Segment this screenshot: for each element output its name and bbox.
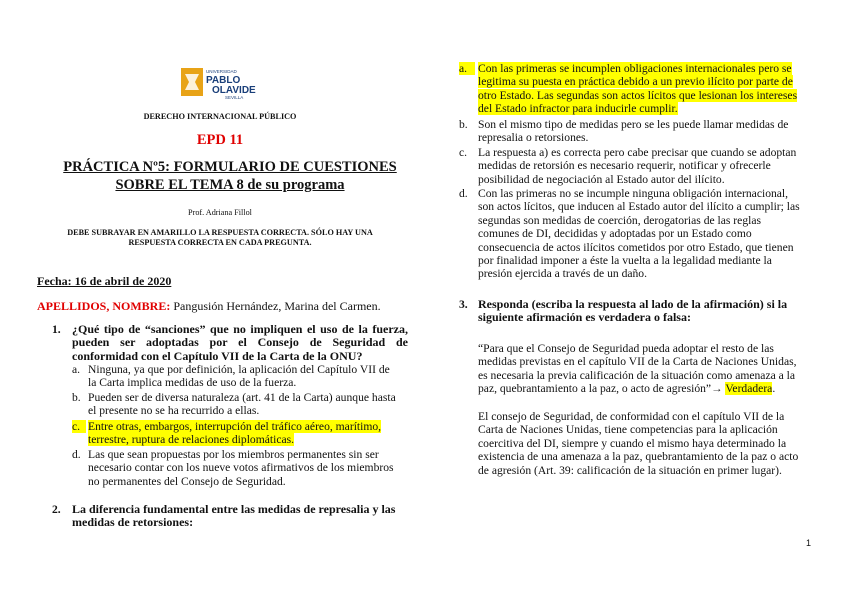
explanation-line: de agresión (Art. 39: calificación de la situación en primer lugar).: [478, 463, 782, 477]
question-1-number: 1.: [52, 323, 61, 336]
statement-line: medidas previstas en el capítulo VII de la Carta de Naciones Unidas,: [478, 355, 797, 369]
statement-line: “Para que el Consejo de Seguridad pueda adoptar el resto de las: [478, 342, 774, 355]
university-logo: [181, 66, 261, 100]
question-3-line: Responda (escriba la respuesta al lado de la afirmación) si la: [478, 297, 788, 311]
question-2-number: 2.: [52, 503, 61, 516]
option-line: presión ejercida a través de un daño.: [478, 267, 648, 281]
option-line: medidas de retorsión es necesario requerir, notificar y ofrecerle: [478, 159, 771, 173]
option-marker: d.: [459, 187, 468, 200]
explanation-line: Carta de Naciones Unidas, tiene competencias para la aplicación: [478, 423, 778, 437]
question-2-text: [72, 503, 408, 530]
option-line: represalia o retorsiones.: [478, 131, 589, 145]
question-3-number: 3.: [459, 298, 468, 311]
option-line: necesario contar con los nueve votos afirmativos de los miembros: [88, 461, 394, 475]
option-line-highlighted: Entre otras, embargos, interrupción del tráfico aéreo, marítimo,: [88, 420, 382, 433]
name-value: Pangusión Hernández, Marina del Carmen.: [173, 299, 381, 313]
question-1-line: ¿Qué tipo de “sanciones” que no impliquen el uso de la fuerza,: [72, 322, 408, 336]
professor-name: Prof. Adriana Fillol: [188, 208, 252, 217]
question-1-text: [72, 323, 408, 363]
question-2-line: medidas de retorsiones:: [72, 515, 194, 530]
date-line: Fecha: 16 de abril de 2020: [37, 274, 172, 288]
question-3-statement: [478, 342, 814, 396]
option-line: La respuesta a) es correcta pero cabe precisar que cuando se adoptan: [478, 146, 797, 159]
option-line-highlighted: otro Estado. Las segundas son actos lícitos que lesionan los intereses: [478, 88, 798, 102]
name-label: APELLIDOS, NOMBRE:: [37, 299, 171, 313]
question-2-line: La diferencia fundamental entre las medidas de represalia y las: [72, 502, 396, 516]
svg-text:OLAVIDE: OLAVIDE: [212, 85, 256, 96]
question-3-explanation: [478, 410, 814, 477]
logo-emblem-icon: [181, 66, 261, 100]
instruction-line2: RESPUESTA CORRECTA EN CADA PREGUNTA.: [128, 238, 312, 247]
epd-label: EPD 11: [196, 132, 244, 148]
question-3-text: [478, 298, 814, 325]
practice-title-line2: SOBRE EL TEMA 8 de su programa: [115, 177, 345, 193]
option-line: son actos lícitos, que inducen al Estado autor del ilícito a cumplir; las: [478, 200, 800, 214]
question-3-line: siguiente afirmación es verdadera o falsa:: [478, 310, 691, 325]
option-line: posibilidad de negociación al Estado autor del ilícito.: [478, 172, 725, 186]
option-line-highlighted: Con las primeras se incumplen obligaciones internacionales pero se: [478, 62, 792, 75]
option-line-highlighted: del Estado infractor para inducirle cumplir.: [478, 102, 678, 116]
option-line: segundas son medidas de coerción, derogatorias de las reglas: [478, 213, 761, 227]
answer-suffix: .: [772, 382, 776, 396]
option-line: la Carta implica medidas de uso de la fuerza.: [88, 376, 297, 390]
option-line: no permanentes del Consejo de Seguridad.: [88, 474, 286, 488]
option-marker: d.: [72, 448, 81, 461]
statement-line: paz, quebrantamiento a la paz, o acto de agresión”→: [478, 382, 726, 396]
option-marker: a.: [72, 363, 81, 376]
option-marker: b.: [72, 391, 81, 404]
explanation-line: El consejo de Seguridad, de conformidad con el capítulo VII de la: [478, 410, 785, 423]
option-line: Son el mismo tipo de medidas pero se les puede llamar medidas de: [478, 118, 789, 131]
page-number: 1: [806, 538, 812, 548]
option-line: Las que sean propuestas por los miembros permanentes sin ser: [88, 448, 379, 461]
option-marker: b.: [459, 118, 468, 131]
statement-line: es necesaria la previa calificación de la situación como amenaza a la: [478, 368, 796, 382]
option-line-highlighted: terrestre, ruptura de relaciones diplomáticas.: [88, 433, 295, 447]
explanation-line: existencia de una amenaza a la paz, quebrantamiento de la paz o acto: [478, 450, 799, 464]
option-line: el presente no se ha recurrido a ellas.: [88, 404, 260, 418]
student-name-line: [37, 299, 381, 313]
option-line: comunes de DI, decididas y adoptadas por un Estado como: [478, 227, 752, 241]
option-line: por finalidad imponer a éste la vuelta a la legalidad mediante la: [478, 254, 772, 268]
option-marker: c.: [72, 420, 86, 433]
option-line: consecuencia de actos ilícitos cometidos por otro Estado, que tienen: [478, 240, 794, 254]
svg-text:SEVILLA: SEVILLA: [225, 95, 244, 100]
instruction-line1: DEBE SUBRAYAR EN AMARILLO LA RESPUESTA CORRECTA. SÓLO HAY UNA: [67, 228, 373, 237]
option-line-highlighted: legitima su puesta en práctica debido a un previo ilícito por parte de: [478, 75, 793, 89]
option-line: Con las primeras no se incumple ninguna obligación internacional,: [478, 187, 789, 200]
course-name: DERECHO INTERNACIONAL PÚBLICO: [143, 112, 297, 121]
question-1-line: conformidad con el Capítulo VII de la Carta de la ONU?: [72, 348, 363, 363]
option-line: Pueden ser de diversa naturaleza (art. 41 de la Carta) aunque hasta: [88, 391, 396, 404]
practice-title-line1: PRÁCTICA Nº5: FORMULARIO DE CUESTIONES: [63, 159, 397, 175]
option-marker: c.: [459, 146, 468, 159]
option-marker: a.: [459, 62, 475, 75]
svg-text:PABLO: PABLO: [206, 75, 241, 86]
statement-last-line: [478, 382, 814, 395]
svg-text:UNIVERSIDAD: UNIVERSIDAD: [206, 69, 237, 74]
option-line: Ninguna, ya que por definición, la aplicación del Capítulo VII de: [88, 363, 390, 376]
question-1-line: pueden ser adoptadas por el Consejo de Seguridad de: [72, 335, 408, 350]
explanation-line: coercitiva del DI, siempre y cuando el mismo haya determinado la: [478, 436, 787, 450]
answer-verdadera[interactable]: Verdadera: [725, 382, 773, 396]
